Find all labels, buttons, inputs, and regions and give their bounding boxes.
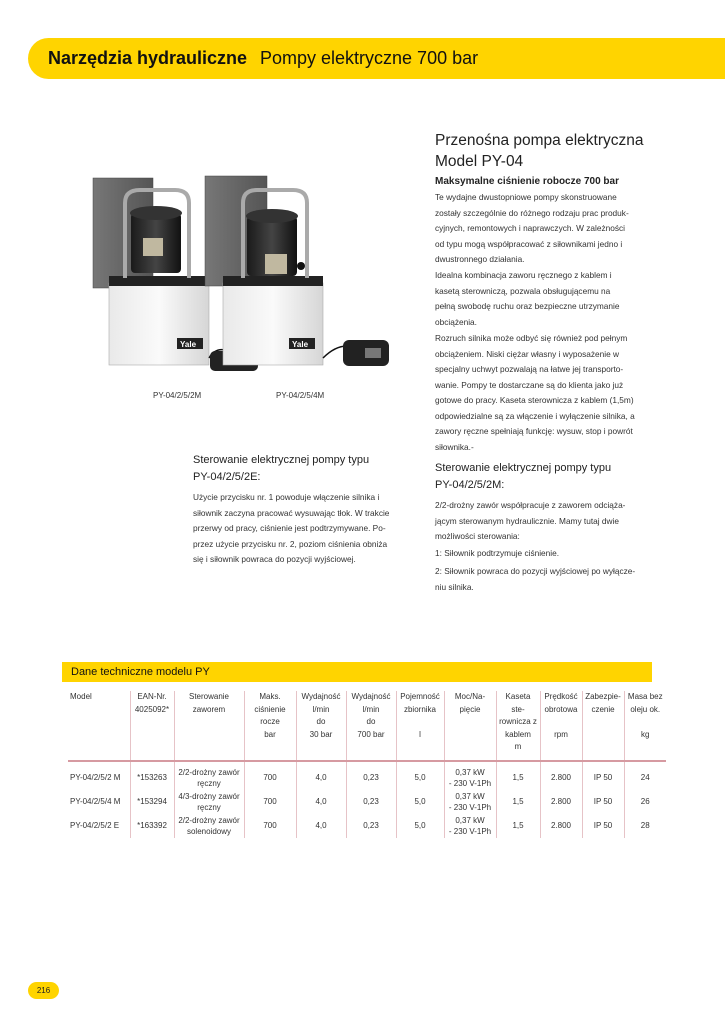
col-header-power: Moc/Na- pięcie	[444, 691, 496, 761]
col-header-protection: Zabezpie- czenie	[582, 691, 624, 761]
control-2m-intro: 2/2-drożny zawór współpracuje z zaworem odciąża- jącym sterowanym hydraulicznie. Mamy tutaj dwie możliwości sterowania:	[435, 500, 626, 541]
description-paragraph-1: Te wydajne dwustopniowe pompy skonstruowane zostały szczególnie do różnego rodzaju prac produk- cyjnych, remontowych i naprawczych. W zależności od typu mogą współpracować z siłownikami jedno i dwustronnego działania.	[435, 192, 629, 264]
brand-logo-left: Yale	[180, 340, 197, 349]
caption-right: PY-04/2/5/4M	[276, 391, 325, 400]
control-2e-text: Użycie przycisku nr. 1 powoduje włączenie silnika i siłownik zaczyna pracować wysuwając tłok. W trakcie przerwy od pracy, ciśnienie jest podtrzymywane. Po- przez użycie przycisku nr. 2, poziom ciśnienia obniża się i siłownik powraca do pozycji wyjściowej.	[193, 492, 390, 564]
pump-photo	[85, 168, 395, 388]
brand-logo-right: Yale	[292, 340, 309, 349]
col-header-control-box: Kaseta ste- rownicza z kablem m	[496, 691, 540, 761]
page-number: 216	[28, 982, 59, 999]
col-header-max-pressure: Maks. ciśnienie rocze bar	[244, 691, 296, 761]
description-paragraph-2: Idealna kombinacja zaworu ręcznego z kablem i kasetą sterowniczą, pozwala obsługującemu na pełną swobodę ruchu oraz bezpieczne utrzymanie obciążenia.	[435, 270, 620, 327]
pump-right	[205, 176, 389, 366]
tech-data-title: Dane techniczne modelu PY	[71, 666, 210, 678]
col-header-model: Model	[68, 691, 130, 761]
col-header-speed: Prędkość obrotowa rpm	[540, 691, 582, 761]
col-header-flow-700bar: Wydajność l/min do 700 bar	[346, 691, 396, 761]
control-2e-heading: Sterowanie elektrycznej pompy typu PY-04/2/5/2E:	[193, 454, 370, 483]
col-header-valve-control: Sterowanie zaworem	[174, 691, 244, 761]
caption-left: PY-04/2/5/2M	[153, 391, 202, 400]
product-title: Przenośna pompa elektryczna Model PY-04	[435, 132, 644, 170]
col-header-weight: Masa bez oleju ok. kg	[624, 691, 666, 761]
table-header-row	[68, 691, 666, 761]
table-row: PY-04/2/5/2 M *153263 2/2-drożny zawór ręczny 700 4,0 0,23 5,0 0,37 kW - 230 V-1Ph 1,5 2.800 IP 50 24	[68, 761, 666, 790]
col-header-ean: EAN-Nr. 4025092*	[130, 691, 174, 761]
control-2m-option-2: 2: Siłownik powraca do pozycji wyjściowej po wyłącze- niu silnika.	[435, 566, 636, 592]
tech-data-table	[68, 691, 666, 838]
description-paragraph-3: Rozruch silnika może odbyć się również pod pełnym obciążeniem. Niski ciężar własny i wyposażenie w specjalny uchwyt pozwalają na łatwe jej transporto- wanie. Pompy te dostarczane są do klienta jako już gotowe do pracy. Kaseta sterownicza z kablem (1,5m) odpowiedzialne są za włączenie i wyłączenie silnika, a zawory ręczne spełniają funkcję: wysuw, stop i powrót siłownika.-	[435, 333, 635, 452]
max-pressure-label: Maksymalne ciśnienie robocze 700 bar	[435, 176, 619, 187]
header-band	[28, 38, 725, 79]
control-2m-heading: Sterowanie elektrycznej pompy typu PY-04/2/5/2M:	[435, 462, 612, 491]
col-header-flow-30bar: Wydajność l/min do 30 bar	[296, 691, 346, 761]
tech-data-section-bar	[62, 662, 652, 682]
page-subtitle: Pompy elektryczne 700 bar	[260, 48, 479, 68]
category-title: Narzędzia hydrauliczne	[48, 48, 248, 68]
table-row: PY-04/2/5/4 M *153294 4/3-drożny zawór ręczny 700 4,0 0,23 5,0 0,37 kW - 230 V-1Ph 1,5 2.800 IP 50 26	[68, 790, 666, 814]
control-2m-option-1: 1: Siłownik podtrzymuje ciśnienie.	[435, 548, 560, 558]
table-row: PY-04/2/5/2 E *163392 2/2-drożny zawór solenoidowy 700 4,0 0,23 5,0 0,37 kW - 230 V-1Ph 1,5 2.800 IP 50 28	[68, 814, 666, 838]
col-header-reservoir: Pojemność zbiornika l	[396, 691, 444, 761]
